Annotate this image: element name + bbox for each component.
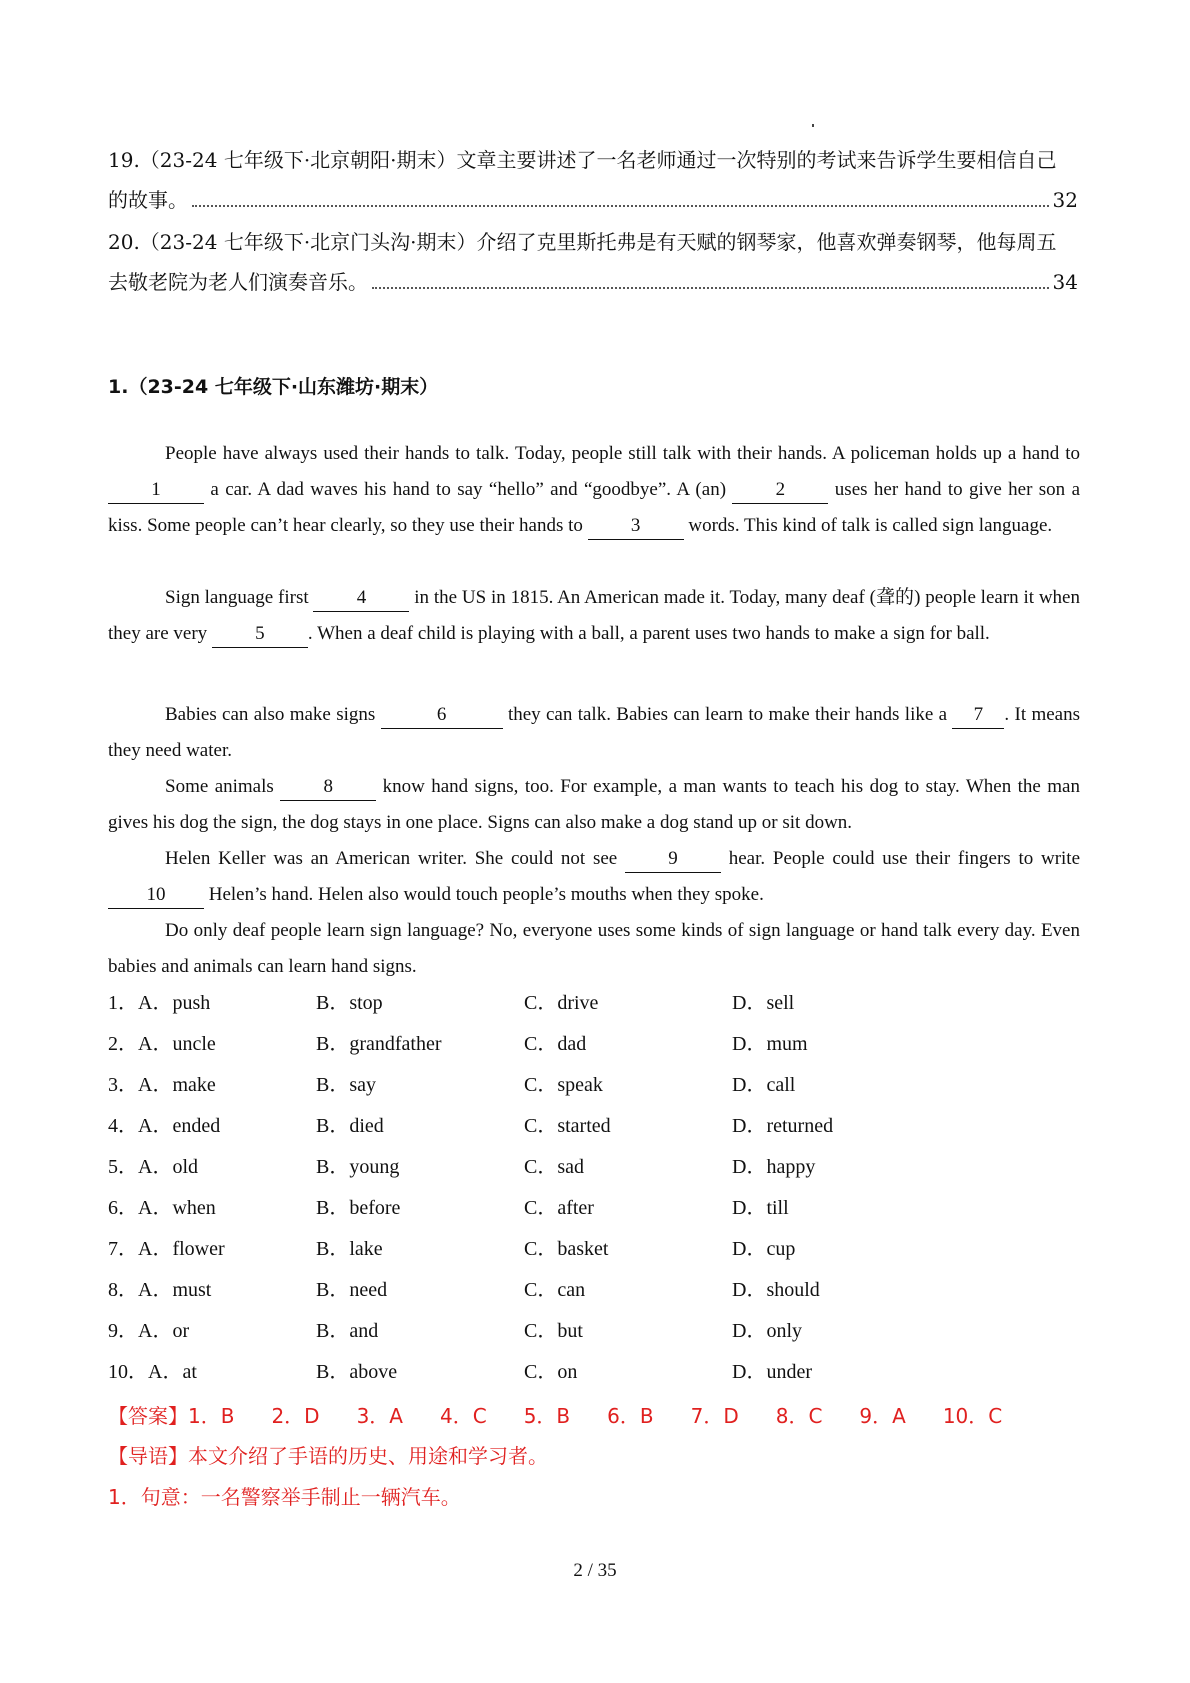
toc-page-number: 34	[1052, 270, 1078, 294]
options-list	[108, 986, 1008, 1396]
answer-line	[108, 1400, 1039, 1429]
option-a[interactable]: 7．A．flower	[108, 1238, 225, 1260]
blank-8: 8	[280, 774, 376, 801]
answer-item: 8．C	[775, 1404, 823, 1428]
option-a[interactable]: 2．A．uncle	[108, 1033, 216, 1055]
toc-entry-text: 的故事。	[108, 188, 188, 212]
option-c[interactable]: C．drive	[524, 992, 599, 1014]
option-a[interactable]: 4．A．ended	[108, 1115, 221, 1137]
toc-leader-dots	[372, 287, 1049, 289]
blank-1: 1	[108, 477, 204, 504]
option-c[interactable]: C．on	[524, 1361, 578, 1383]
blank-3: 3	[588, 513, 684, 540]
option-b[interactable]: B．young	[316, 1156, 400, 1178]
answer-item: 1．B	[188, 1404, 235, 1428]
answer-item: 6．B	[607, 1404, 654, 1428]
option-row	[108, 1314, 1008, 1355]
option-c[interactable]: C．after	[524, 1197, 594, 1219]
option-a[interactable]: 5．A．old	[108, 1156, 198, 1178]
passage-paragraph-3: Babies can also make signs 6 they can talk. Babies can learn to make their hands like a 7 . It means they need water.	[108, 704, 1080, 761]
scan-mark	[812, 124, 814, 127]
blank-9: 9	[625, 846, 721, 873]
answer-item: 4．C	[439, 1404, 487, 1428]
option-b[interactable]: B．died	[316, 1115, 384, 1137]
option-b[interactable]: B．and	[316, 1320, 379, 1342]
blank-4: 4	[313, 585, 409, 612]
passage-paragraph-4: Some animals 8 know hand signs, too. For example, a man wants to teach his dog to stay. When the man gives his dog the sign, the dog stays in one place. Signs can also make a dog stand up or sit down.	[108, 776, 1080, 833]
guide-text: 本文介绍了手语的历史、用途和学习者。	[188, 1444, 548, 1468]
guide-line	[108, 1440, 548, 1469]
option-c[interactable]: C．dad	[524, 1033, 587, 1055]
option-a[interactable]: 9．A．or	[108, 1320, 190, 1342]
option-d[interactable]: D．under	[732, 1361, 812, 1383]
passage-paragraph-1: People have always used their hands to talk. Today, people still talk with their hands. A policeman holds up a hand to 1 a car. A dad waves his hand to say “hello” and “goodbye”. A (an) 2 uses her hand to give her son a kiss. Some people can’t hear clearly, so they use their hands to 3 words. This kind of talk is called sign language.	[108, 436, 1080, 544]
option-a[interactable]: 8．A．must	[108, 1279, 212, 1301]
option-c[interactable]: C．sad	[524, 1156, 584, 1178]
option-d[interactable]: D．happy	[732, 1156, 816, 1178]
option-c[interactable]: C．speak	[524, 1074, 603, 1096]
option-a[interactable]: 10．A．at	[108, 1361, 197, 1383]
blank-10: 10	[108, 882, 204, 909]
option-d[interactable]: D．call	[732, 1074, 796, 1096]
option-a[interactable]: 6．A．when	[108, 1197, 216, 1219]
option-row	[108, 986, 1008, 1027]
option-c[interactable]: C．started	[524, 1115, 611, 1137]
blank-7: 7	[952, 702, 1004, 729]
page-number: 2 / 35	[573, 1560, 617, 1581]
blank-6: 6	[381, 702, 503, 729]
option-b[interactable]: B．lake	[316, 1238, 383, 1260]
blank-5: 5	[212, 621, 308, 648]
toc-entry-19[interactable]	[108, 140, 1078, 220]
option-d[interactable]: D．sell	[732, 992, 795, 1014]
toc-entry-text: 19.（23-24 七年级下·北京朝阳·期末）文章主要讲述了一名老师通过一次特别的考试来告诉学生要相信自己	[108, 148, 1057, 172]
toc-entry-text: 20.（23-24 七年级下·北京门头沟·期末）介绍了克里斯托弗是有天赋的钢琴家，他喜欢弹奏钢琴，他每周五	[108, 230, 1057, 254]
toc-page-number: 32	[1052, 188, 1078, 212]
option-d[interactable]: D．mum	[732, 1033, 808, 1055]
option-b[interactable]: B．above	[316, 1361, 398, 1383]
option-c[interactable]: C．basket	[524, 1238, 609, 1260]
option-b[interactable]: B．grandfather	[316, 1033, 442, 1055]
answer-label: 【答案】	[108, 1404, 188, 1428]
option-c[interactable]: C．can	[524, 1279, 586, 1301]
passage-paragraph-2: Sign language first 4 in the US in 1815. An American made it. Today, many deaf (聋的) people learn it when they are very 5 . When a deaf child is playing with a ball, a parent uses two hands to make a sign for ball.	[108, 580, 1080, 652]
option-d[interactable]: D．returned	[732, 1115, 834, 1137]
option-d[interactable]: D．cup	[732, 1238, 796, 1260]
option-c[interactable]: C．but	[524, 1320, 583, 1342]
blank-2: 2	[732, 477, 828, 504]
option-a[interactable]: 1．A．push	[108, 992, 211, 1014]
option-b[interactable]: B．before	[316, 1197, 401, 1219]
option-d[interactable]: D．till	[732, 1197, 789, 1219]
answer-item: 10．C	[942, 1404, 1003, 1428]
option-row	[108, 1068, 1008, 1109]
option-row	[108, 1273, 1008, 1314]
option-b[interactable]: B．stop	[316, 992, 383, 1014]
option-row	[108, 1232, 1008, 1273]
guide-label: 【导语】	[108, 1444, 188, 1468]
option-row	[108, 1027, 1008, 1068]
option-d[interactable]: D．only	[732, 1320, 802, 1342]
passage-paragraph-6: Do only deaf people learn sign language? No, everyone uses some kinds of sign language or hand talk every day. Even babies and animals can learn hand signs.	[108, 920, 1080, 977]
option-b[interactable]: B．say	[316, 1074, 376, 1096]
explanation-note-1: 1．句意：一名警察举手制止一辆汽车。	[108, 1485, 461, 1509]
option-b[interactable]: B．need	[316, 1279, 388, 1301]
option-row	[108, 1355, 1008, 1396]
answer-item: 3．A	[356, 1404, 403, 1428]
answer-item: 9．A	[859, 1404, 906, 1428]
answer-item: 7．D	[690, 1404, 739, 1428]
option-d[interactable]: D．should	[732, 1279, 820, 1301]
toc-leader-dots	[192, 205, 1049, 207]
answer-item: 5．B	[523, 1404, 571, 1428]
passage-paragraph-5: Helen Keller was an American writer. She could not see 9 hear. People could use their fingers to write 10 Helen’s hand. Helen also would touch people’s mouths when they spoke.	[108, 841, 1080, 913]
toc-entry-20[interactable]	[108, 222, 1078, 302]
option-row	[108, 1109, 1008, 1150]
option-a[interactable]: 3．A．make	[108, 1074, 216, 1096]
option-row	[108, 1150, 1008, 1191]
toc-entry-text: 去敬老院为老人们演奏音乐。	[108, 270, 368, 294]
option-row	[108, 1191, 1008, 1232]
question-title: 1.（23-24 七年级下·山东潍坊·期末）	[108, 376, 439, 398]
answer-item: 2．D	[271, 1404, 320, 1428]
